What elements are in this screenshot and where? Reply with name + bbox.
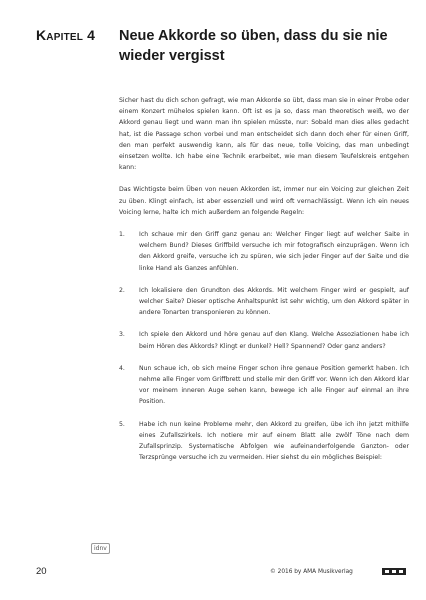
rules-list <box>119 229 409 463</box>
rule-text: Ich spiele den Akkord und höre genau auf den Klang. Welche Assoziationen habe ich beim Hören des Akkords? Klingt er dunkel? Hell? Spannend? Oder ganz anders? <box>139 331 409 350</box>
rule-number: 1. <box>119 231 125 239</box>
rule-number: 5. <box>119 420 125 428</box>
rule-item-1 <box>119 229 409 274</box>
copyright-notice: © 2016 by AMA Musikverlag <box>270 569 353 575</box>
rule-item-2 <box>119 285 409 319</box>
rules-intro-paragraph: Das Wichtigste beim Üben von neuen Akkorden ist, immer nur ein Voicing zur gleichen Zeit zu üben. Klingt einfach, ist aber essenziell und wird oft vernachlässigt. Wenn ich ein neues Voicing lerne, halte ich mich außerdem an folgende Regeln: <box>119 186 409 216</box>
intro-paragraph: Sicher hast du dich schon gefragt, wie man Akkorde so übt, dass man sie in einer Probe oder einem Konzert mühelos spielen kann. Oft ist es ja so, dass man theoretisch weiß, wo der Akkord genau liegt und wann man ihn spielen müsste, nur: Sobald man dies alles gedacht hat, ist die Passage schon vorbei und man entscheidet sich dann doch eher für einen Griff, den man perfekt auswendig kann, als für das neue, tolle Voicing, das man unbedingt einsetzen wollte. Ich habe eine Technik erarbeitet, wie man diesem Teufelskreis entgehen kann: <box>119 97 409 172</box>
rule-text: Ich schaue mir den Griff ganz genau an: Welcher Finger liegt auf welcher Saite in welchem Bund? Dieses Griffbild versuche ich mir fotografisch einzuprägen. Wenn ich den Akkord greife, versuche ich zu spüren, wie sich jeder Finger auf der Saite und die linke Hand als Ganzes anfühlen. <box>139 231 409 272</box>
rule-number: 4. <box>119 364 125 372</box>
page-number: 20 <box>36 566 47 577</box>
rule-text: Ich lokalisiere den Grundton des Akkords. Mit welchem Finger wird er gespielt, auf welcher Saite? Dieser optische Anhaltspunkt ist sehr wichtig, um den Akkord später in andere Tonarten transponieren zu können. <box>139 286 409 317</box>
chapter-label: Kapitel 4 <box>36 27 96 43</box>
rule-number: 3. <box>119 331 125 339</box>
rule-text: Habe ich nun keine Probleme mehr, den Akkord zu greifen, übe ich ihn jetzt mithilfe eines Zufallszirkels. Ich notiere mir auf einem Blatt alle zwölf Töne nach dem Zufallsprinzip. Systematische Abfolgen wie aufeinanderfolgende Ganzton- oder Terzsprünge versuche ich zu vermeiden. Hier siehst du ein mögliches Beispiel: <box>139 420 409 462</box>
rule-item-3 <box>119 329 409 351</box>
watermark-stamp: idnv <box>91 543 110 554</box>
publisher-logo-icon <box>382 568 406 575</box>
rule-item-5 <box>119 419 409 464</box>
rule-item-4 <box>119 363 409 408</box>
rule-text: Nun schaue ich, ob sich meine Finger schon ihre genaue Position gemerkt haben. Ich nehme alle Finger vom Griffbrett und stelle mir den Griff vor. Wenn ich den Akkord klar vor meinem inneren Auge sehen kann, bewege ich alle Finger auf einmal an ihre Position. <box>139 364 409 406</box>
chapter-title: Neue Akkorde so üben, dass du sie nie wieder vergisst <box>119 28 388 64</box>
rule-number: 2. <box>119 286 125 294</box>
body-text <box>119 95 409 474</box>
